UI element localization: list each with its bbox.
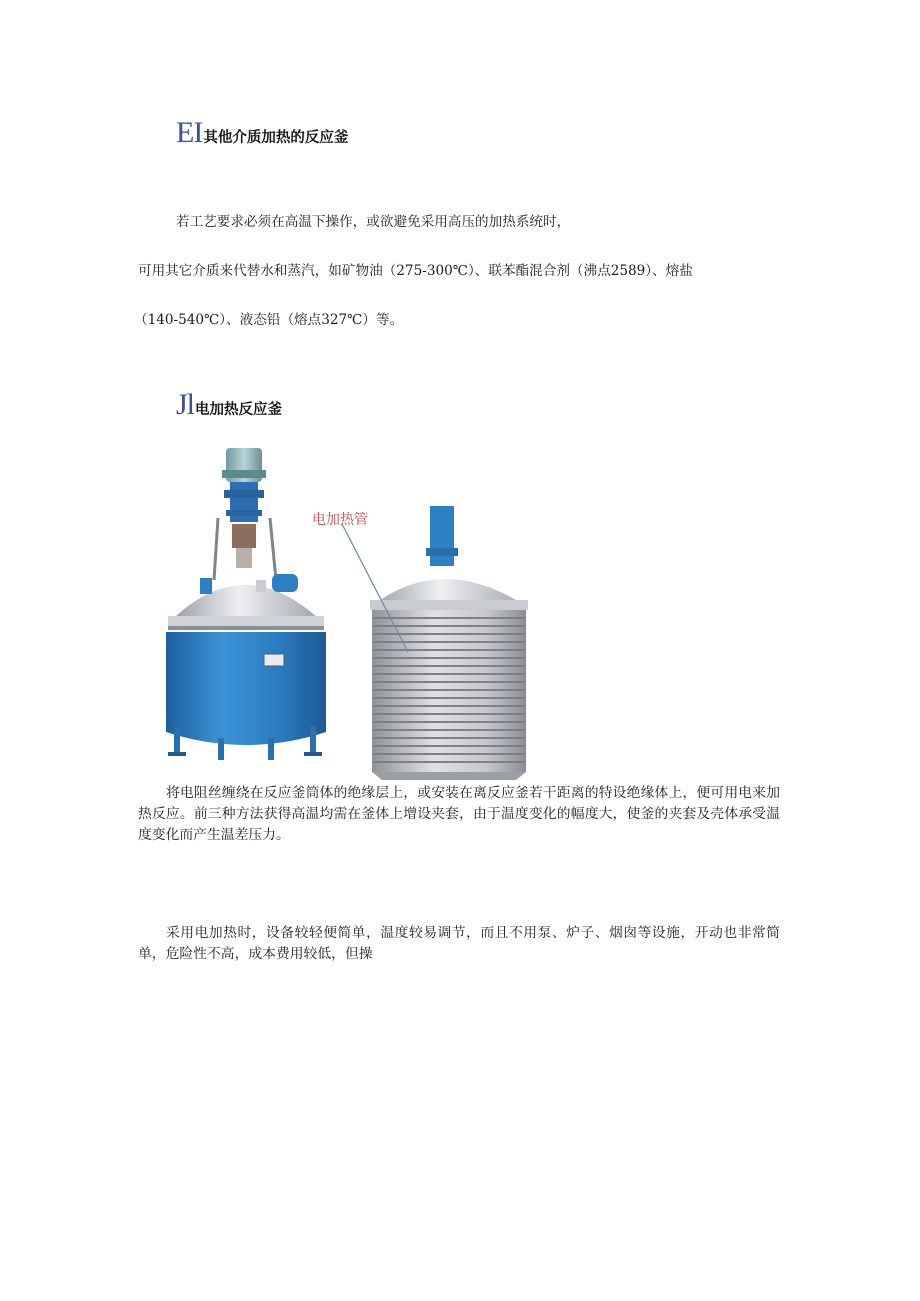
- section-e-line-1: 若工艺要求必须在高温下操作，或欲避免采用高压的加热系统时，: [176, 214, 571, 230]
- section-j-title: 电加热反应釜: [195, 402, 283, 418]
- section-j-heading: [176, 390, 282, 420]
- section-e-marker: EI: [176, 116, 203, 149]
- section-e-heading: [176, 118, 348, 148]
- section-j-marker: Jl: [176, 388, 195, 421]
- section-e-line-2: 可用其它介质来代替水和蒸汽，如矿物油（275-300℃）、联苯酯混合剂（沸点2589）、熔盐: [138, 263, 693, 279]
- reactor-figure: [160, 440, 532, 784]
- section-e-line-3: （140-540℃）、液态铅（熔点327℃）等。: [134, 312, 404, 328]
- blue-reactor-image: [166, 448, 326, 760]
- section-j-paragraph-1: 将电阻丝缠绕在反应釜筒体的绝缘层上，或安装在离反应釜若干距离的特设绝缘体上，便可用电来加热反应。前三种方法获得高温均需在釜体上增设夹套，由于温度变化的幅度大，使釜的夹套及壳体承受温度变化而产生温差压力。: [138, 785, 780, 843]
- electric-reactor-image: [342, 506, 528, 780]
- section-e-title: 其他介质加热的反应釜: [203, 130, 349, 146]
- figure-callout-label: 电加热管: [312, 512, 368, 528]
- section-j-paragraph-2: 采用电加热时，设备较轻便简单，温度较易调节，而且不用泵、炉子、烟囱等设施，开动也非常简单，危险性不高，成本费用较低，但操: [138, 925, 780, 962]
